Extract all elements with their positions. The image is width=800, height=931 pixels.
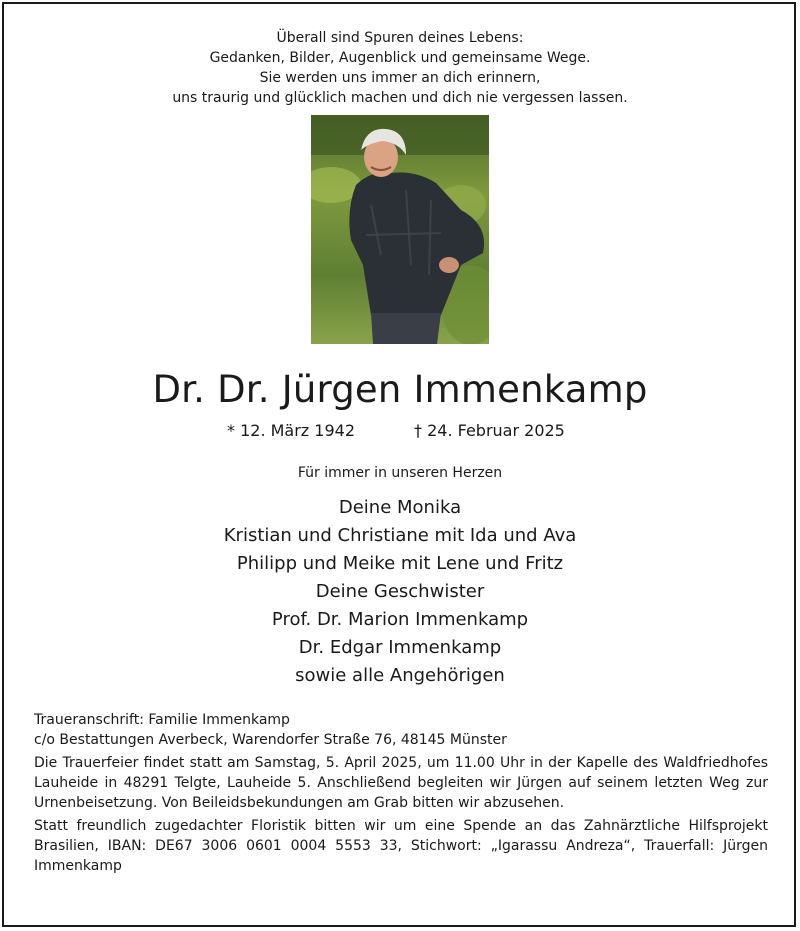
mourner-line: Deine Monika: [338, 497, 462, 518]
memorial-poem: [0, 28, 800, 108]
poem-line: Sie werden uns immer an dich erinnern,: [259, 70, 541, 86]
mourner-line: Kristian und Christiane mit Ida und Ava: [223, 525, 577, 546]
mourner-line: sowie alle Angehörigen: [295, 665, 505, 686]
mourners-list: [0, 494, 800, 690]
ceremony-text: Die Trauerfeier findet statt am Samstag, 5. April 2025, um 11.00 Uhr in der Kapelle des Waldfriedhofes Lauheide in 48291 Telgte, Lauheide 5. Anschließend begleiten wir Jürgen auf seinem letzten Weg zur Urnenbeisetzung. Von Beileidsbekundungen am Grab bitten wir abzusehen.: [34, 755, 768, 811]
birth-date: * 12. März 1942: [227, 421, 356, 440]
portrait-photo: [311, 115, 489, 344]
mourning-address-line: c/o Bestattungen Averbeck, Warendorfer Straße 76, 48145 Münster: [34, 732, 507, 748]
mourning-address-line: Traueranschrift: Familie Immenkamp: [34, 712, 290, 728]
funeral-info: [34, 710, 768, 876]
deceased-name: Dr. Dr. Jürgen Immenkamp: [152, 368, 648, 411]
mourner-line: Dr. Edgar Immenkamp: [298, 637, 502, 658]
mourner-line: Deine Geschwister: [315, 581, 485, 602]
death-date: † 24. Februar 2025: [414, 421, 565, 440]
poem-line: uns traurig und glücklich machen und dich nie vergessen lassen.: [172, 90, 628, 106]
poem-line: Gedanken, Bilder, Augenblick und gemeinsame Wege.: [209, 50, 591, 66]
donation-text: Statt freundlich zugedachter Floristik bitten wir um eine Spende an das Zahnärztliche Hilfsprojekt Brasilien, IBAN: DE67 3006 0601 0004 5553 33, Stichwort: „Igarassu Andreza“, Trauerfall: Jürgen Immenkamp: [34, 818, 768, 874]
tagline: Für immer in unseren Herzen: [297, 465, 503, 481]
mourner-line: Philipp und Meike mit Lene und Fritz: [236, 553, 564, 574]
mourner-line: Prof. Dr. Marion Immenkamp: [271, 609, 529, 630]
poem-line: Überall sind Spuren deines Lebens:: [276, 30, 524, 46]
